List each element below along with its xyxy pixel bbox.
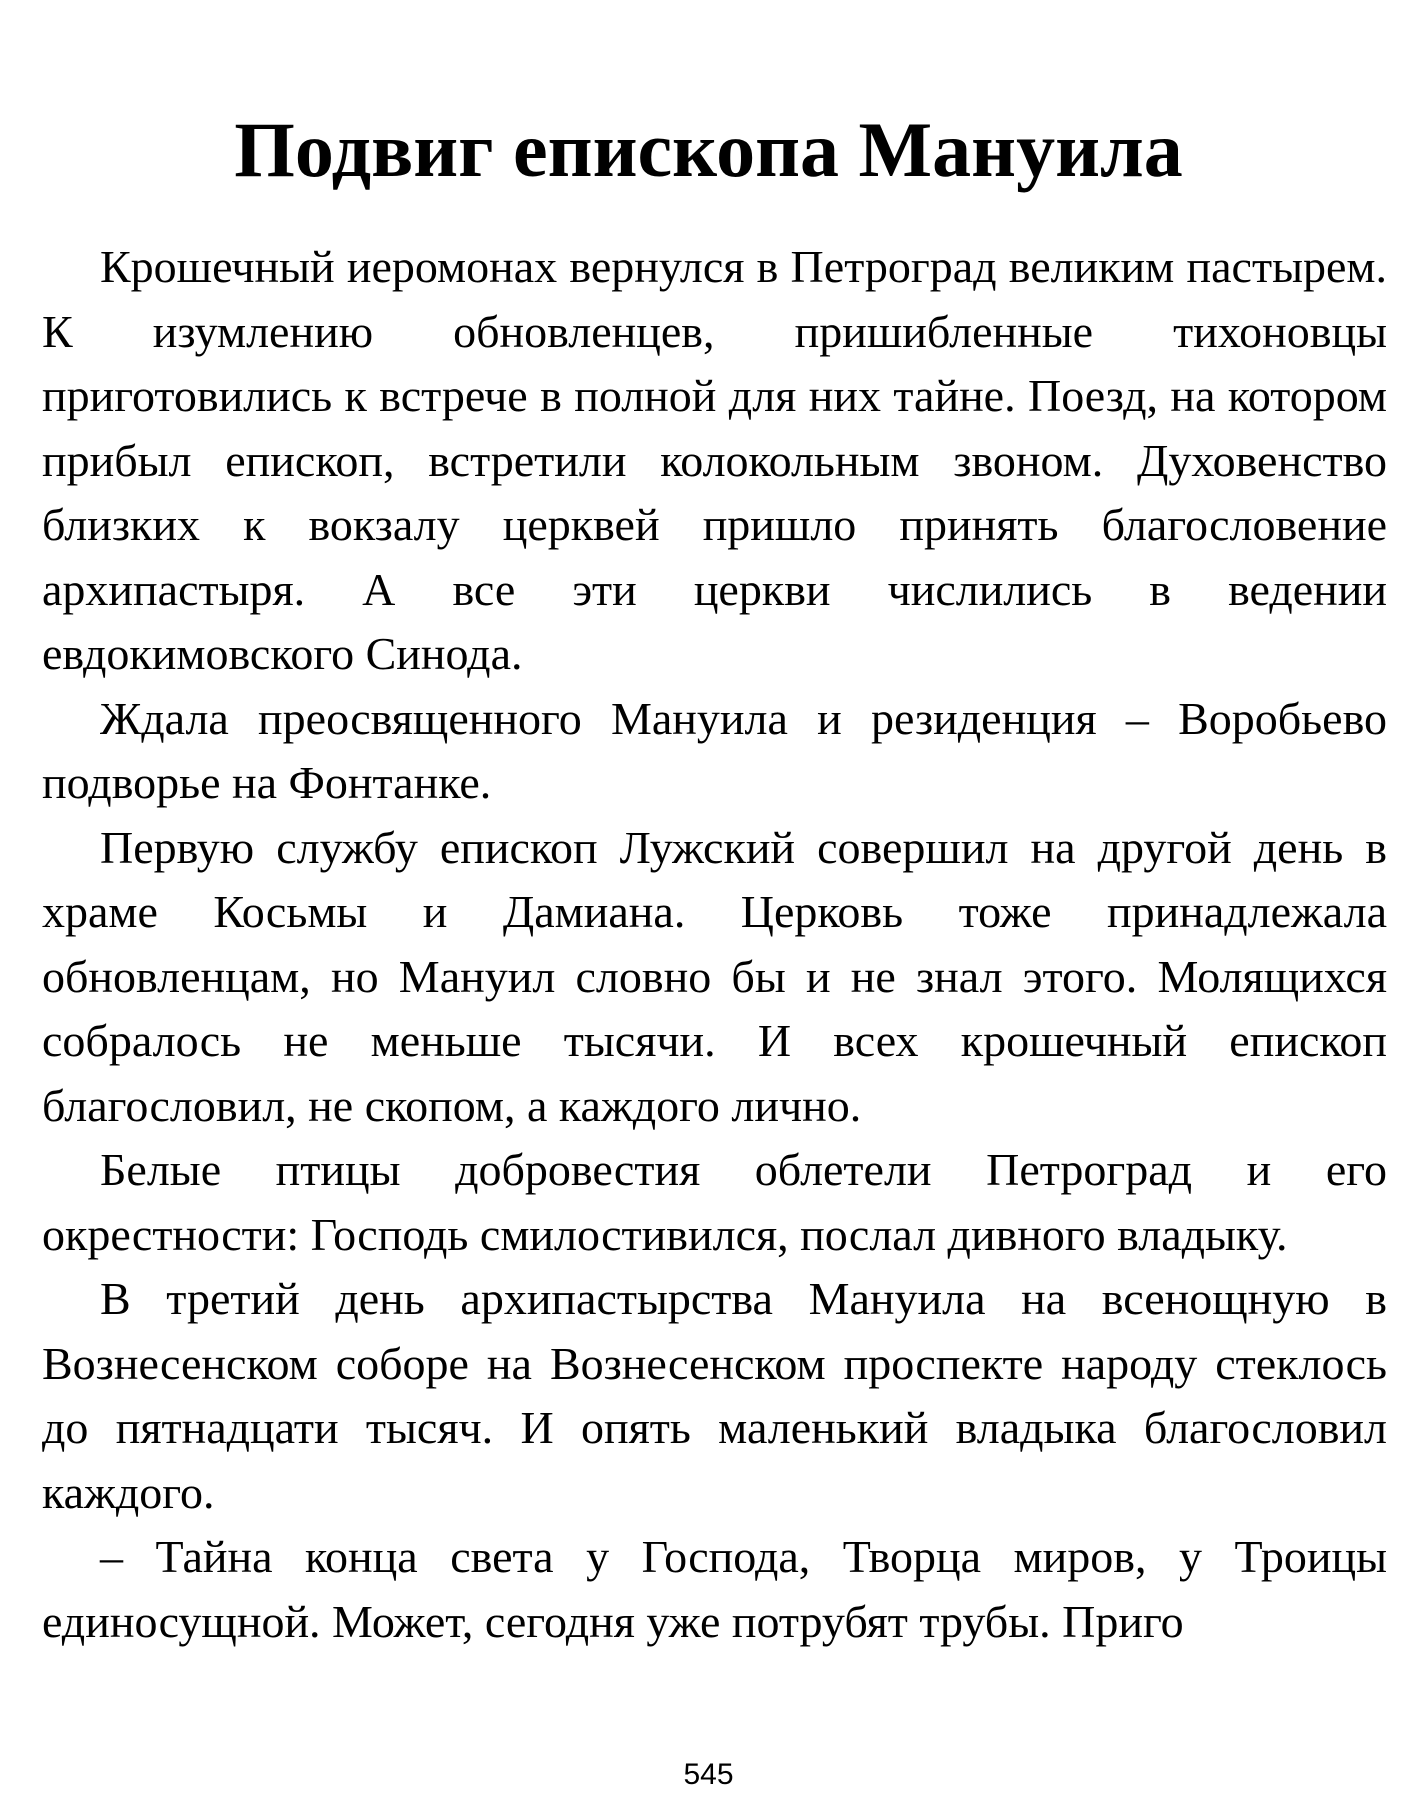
paragraph: Ждала преосвященного Мануила и резиденция – Воробьево подворье на Фонтанке.	[42, 692, 1387, 808]
paragraph: Белые птицы добровестия облетели Петроград и его окрестности: Господь смилостивился, послал дивного владыку.	[42, 1144, 1387, 1260]
paragraph: – Тайна конца света у Господа, Творца миров, у Троицы единосущной. Может, сегодня уже потрубят трубы. Приго	[42, 1531, 1387, 1647]
paragraph: Первую службу епископ Лужский совершил на другой день в храме Косьмы и Дамиана. Церковь тоже принадлежала обновленцам, но Мануил словно бы и не знал этого. Молящихся собралось не меньше тысячи. И всех крошечный епископ благословил, не скопом, а каждого лично.	[42, 821, 1387, 1131]
body-text	[42, 235, 1387, 1654]
chapter-title: Подвиг епископа Мануила	[234, 106, 1183, 193]
paragraph: Крошечный иеромонах вернулся в Петроград великим пастырем. К изумлению обновленцев, пришибленные тихоновцы приготовились к встрече в полной для них тайне. Поезд, на котором прибыл епископ, встретили колокольным звоном. Духовенство близких к вокзалу церквей пришло принять благословение архипастыря. А все эти церкви числились в ведении евдокимовского Синода.	[42, 241, 1387, 679]
page-number: 545	[683, 1758, 734, 1791]
paragraph: В третий день архипастырства Мануила на всенощную в Вознесенском соборе на Вознесенском проспекте народу стеклось до пятнадцати тысяч. И опять маленький владыка благословил каждого.	[42, 1273, 1387, 1518]
